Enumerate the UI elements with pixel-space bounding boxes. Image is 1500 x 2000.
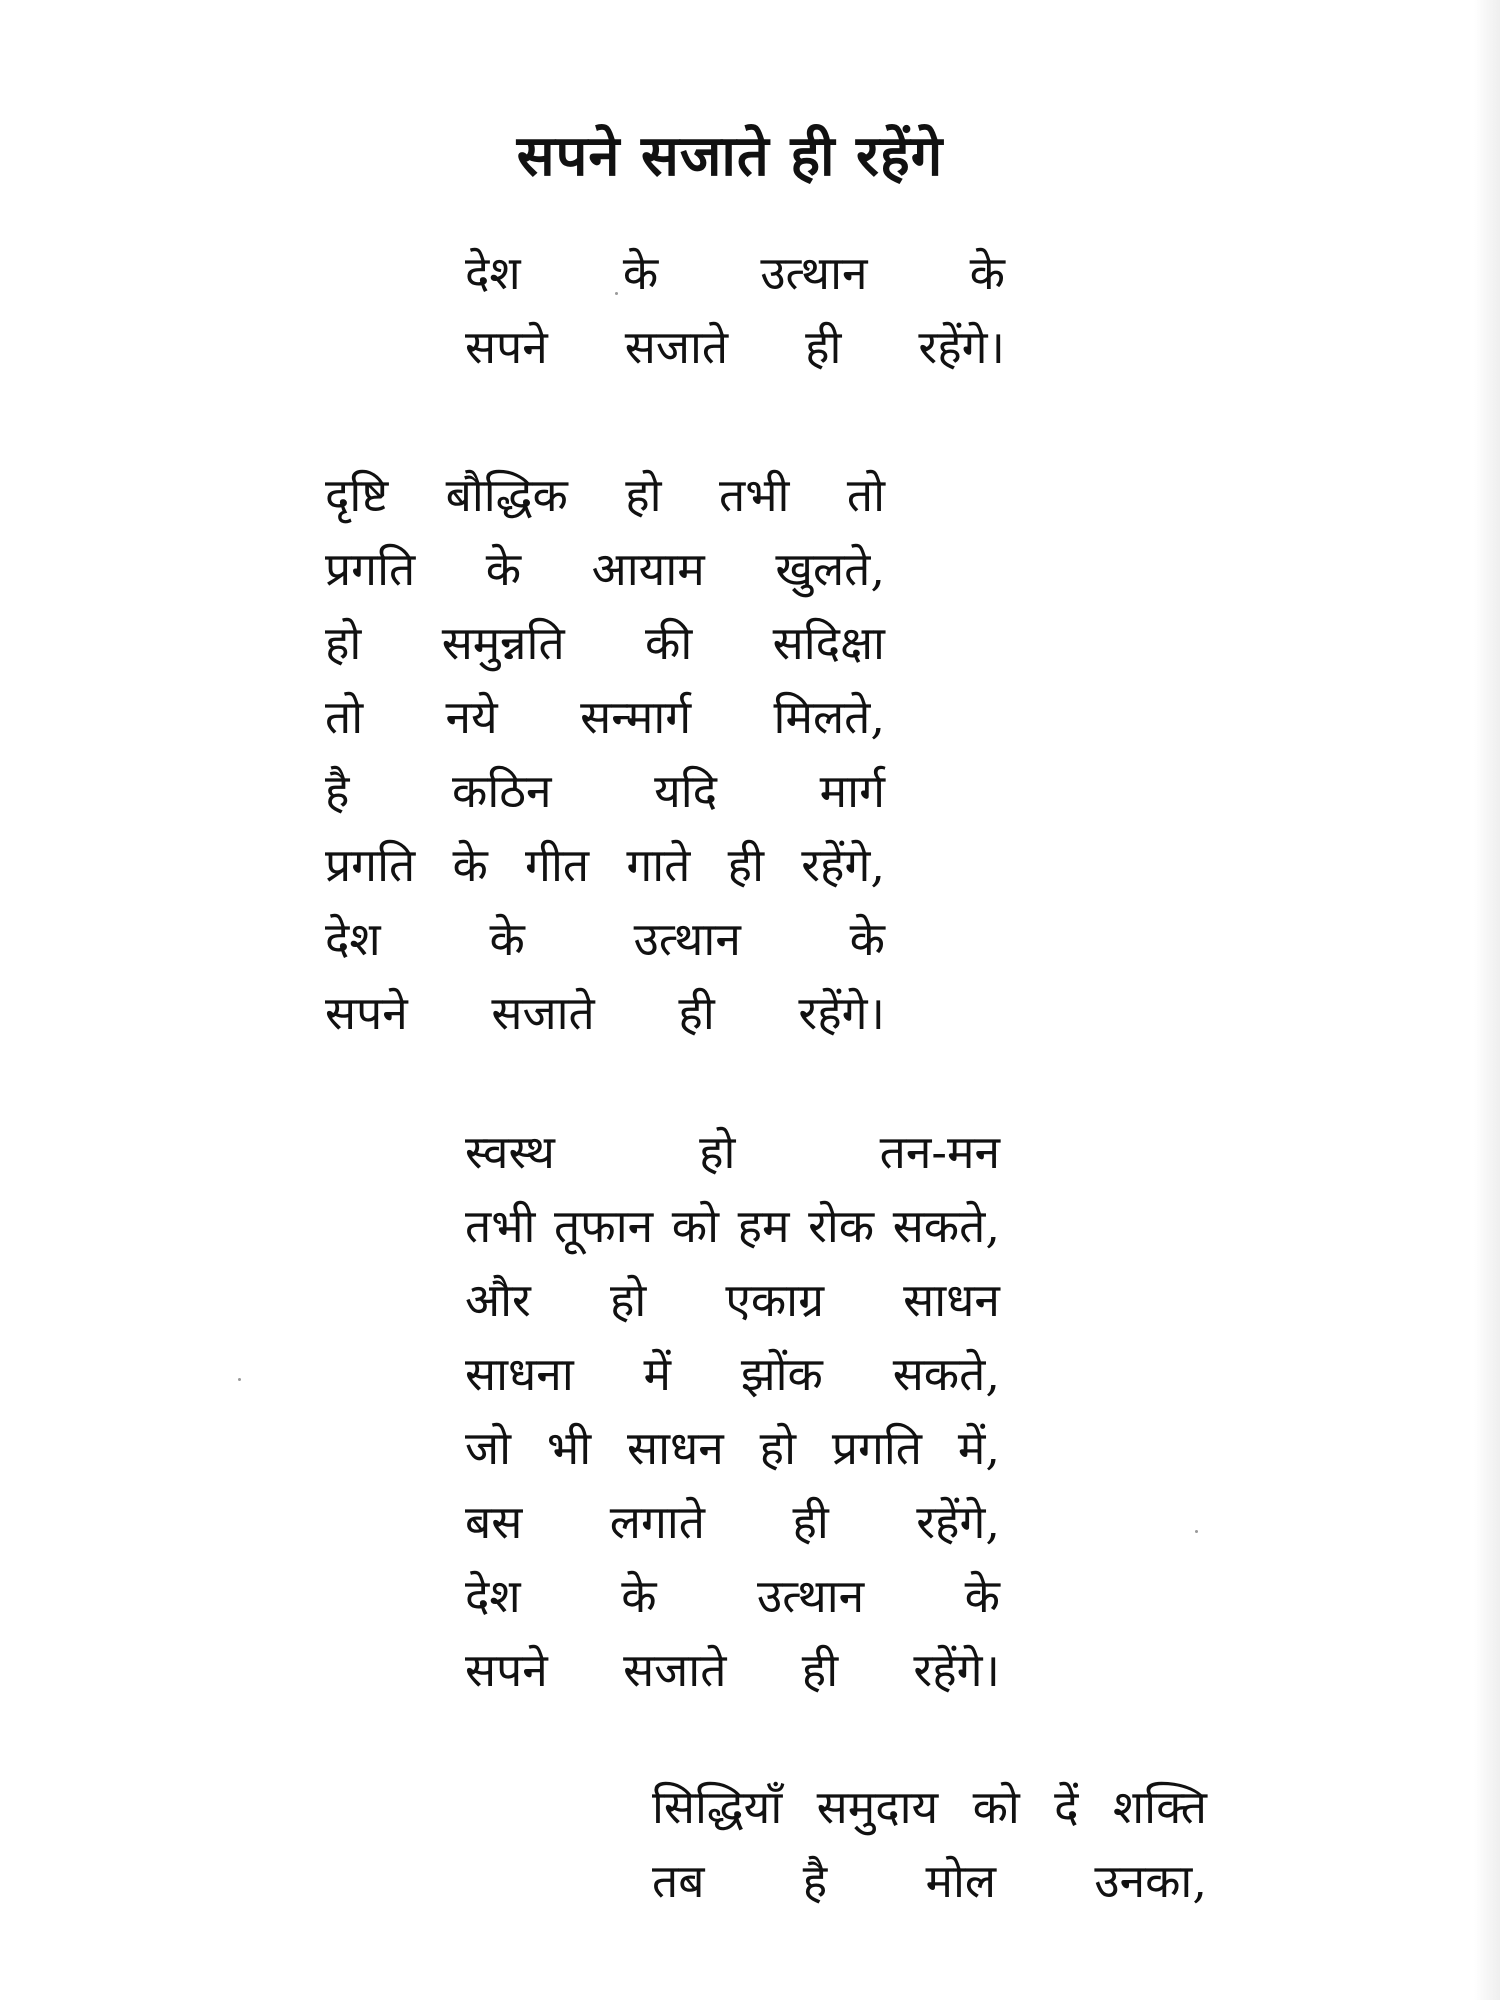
poem-word: हो xyxy=(609,1273,647,1327)
poem-word: उनका, xyxy=(1094,1854,1207,1908)
poem-word: है xyxy=(325,764,350,818)
poem-word: गाते xyxy=(626,838,691,892)
poem-word: के xyxy=(969,246,1005,300)
poem-word: सपने xyxy=(325,986,408,1040)
poem-word: उत्थान xyxy=(760,246,868,300)
poem-word: सजाते xyxy=(623,1643,727,1697)
poem-word: तो xyxy=(846,468,885,522)
poem-line xyxy=(652,1770,1207,1844)
poem-word: ही xyxy=(805,320,842,374)
poem-word: प्रगति xyxy=(325,542,416,596)
poem-word: सजाते xyxy=(624,320,729,374)
stanza-4 xyxy=(652,1770,1207,1918)
poem-line xyxy=(325,458,885,532)
poem-word: रहेंगे। xyxy=(798,986,885,1040)
poem-word: लगाते xyxy=(609,1495,706,1549)
poem-word: खुलते, xyxy=(775,542,885,596)
poem-word: सजाते xyxy=(491,986,595,1040)
scan-speck xyxy=(238,1378,241,1381)
poem-word: नये xyxy=(445,690,498,744)
poem-line xyxy=(465,1559,1000,1633)
scan-speck xyxy=(1195,1530,1198,1533)
poem-word: हम xyxy=(737,1199,790,1253)
poem-line xyxy=(325,902,885,976)
poem-line xyxy=(325,606,885,680)
poem-word: जो xyxy=(465,1421,512,1475)
poem-word: समुन्नति xyxy=(441,616,565,670)
poem-word: एकाग्र xyxy=(725,1273,825,1327)
poem-word: रहेंगे। xyxy=(918,320,1005,374)
poem-word: देश xyxy=(465,246,521,300)
poem-word: गीत xyxy=(525,838,590,892)
poem-word: प्रगति xyxy=(831,1421,923,1475)
poem-line xyxy=(652,1844,1207,1918)
poem-word: तूफान xyxy=(554,1199,654,1253)
poem-word: रहेंगे, xyxy=(916,1495,1000,1549)
poem-word: में, xyxy=(957,1421,1000,1475)
poem-line xyxy=(465,1633,1000,1707)
poem-word: साधन xyxy=(626,1421,724,1475)
poem-word: के xyxy=(622,246,659,300)
poem-line xyxy=(325,828,885,902)
poem-word: दृष्टि xyxy=(325,468,389,522)
poem-line xyxy=(325,532,885,606)
poem-word: समुदाय xyxy=(816,1780,939,1834)
poem-word: के xyxy=(489,912,525,966)
poem-line xyxy=(465,1189,1000,1263)
poem-line xyxy=(325,754,885,828)
poem-line xyxy=(465,236,1005,310)
poem-word: सिद्धियाँ xyxy=(652,1780,783,1834)
poem-word: सपने xyxy=(465,1643,548,1697)
poem-word: के xyxy=(452,838,488,892)
poem-word: सन्मार्ग xyxy=(580,690,692,744)
poem-word: साधन xyxy=(903,1273,1000,1327)
stanza-2 xyxy=(325,458,885,1050)
poem-line xyxy=(465,1115,1000,1189)
poem-word: तन-मन xyxy=(879,1125,1000,1179)
poem-word: मोल xyxy=(925,1854,997,1908)
scan-edge-shadow xyxy=(1474,0,1500,2000)
poem-word: हो xyxy=(625,468,662,522)
poem-word: बौद्धिक xyxy=(445,468,568,522)
poem-line xyxy=(465,1485,1000,1559)
poem-word: की xyxy=(645,616,693,670)
poem-word: रहेंगे, xyxy=(801,838,885,892)
poem-word: के xyxy=(621,1569,657,1623)
poem-word: तभी xyxy=(465,1199,536,1253)
poem-word: है xyxy=(802,1854,828,1908)
poem-word: प्रगति xyxy=(325,838,416,892)
poem-word: रोक xyxy=(808,1199,875,1253)
poem-word: ही xyxy=(727,838,764,892)
poem-word: हो xyxy=(325,616,362,670)
poem-line xyxy=(465,1337,1000,1411)
poem-word: सकते, xyxy=(892,1199,1000,1253)
poem-title: सपने सजाते ही रहेंगे xyxy=(516,122,944,189)
poem-word: उत्थान xyxy=(633,912,741,966)
poem-word: देश xyxy=(465,1569,521,1623)
poem-word: ही xyxy=(678,986,715,1040)
poem-word: बस xyxy=(465,1495,523,1549)
poem-word: सपने xyxy=(465,320,548,374)
poem-word: साधना xyxy=(465,1347,574,1401)
poem-word: हो xyxy=(699,1125,736,1179)
poem-line xyxy=(325,976,885,1050)
poem-word: तो xyxy=(325,690,364,744)
poem-word: शक्ति xyxy=(1112,1780,1207,1834)
poem-word: को xyxy=(671,1199,719,1253)
poem-word: के xyxy=(485,542,522,596)
poem-line xyxy=(465,1411,1000,1485)
poem-word: उत्थान xyxy=(756,1569,865,1623)
poem-word: दें xyxy=(1054,1780,1079,1834)
poem-word: सदिक्षा xyxy=(772,616,885,670)
poem-word: के xyxy=(849,912,885,966)
stanza-3 xyxy=(465,1115,1000,1707)
poem-word: सकते, xyxy=(892,1347,1000,1401)
poem-word: ही xyxy=(801,1643,839,1697)
stanza-1 xyxy=(465,236,1005,384)
poem-word: स्वस्थ xyxy=(465,1125,555,1179)
poem-word: में xyxy=(643,1347,672,1401)
poem-word: को xyxy=(972,1780,1020,1834)
poem-word: यदि xyxy=(654,764,718,818)
poem-word: के xyxy=(964,1569,1000,1623)
poem-line xyxy=(465,1263,1000,1337)
poem-word: हो xyxy=(759,1421,796,1475)
poem-word: कठिन xyxy=(452,764,552,818)
poem-word: रहेंगे। xyxy=(913,1643,1000,1697)
poem-word: मिलते, xyxy=(773,690,885,744)
poem-word: ही xyxy=(792,1495,829,1549)
poem-line xyxy=(465,310,1005,384)
poem-word: तभी xyxy=(718,468,790,522)
poem-word: आयाम xyxy=(591,542,705,596)
poem-word: देश xyxy=(325,912,381,966)
poem-word: मार्ग xyxy=(819,764,885,818)
poem-line xyxy=(325,680,885,754)
poem-word: तब xyxy=(652,1854,705,1908)
poem-word: और xyxy=(465,1273,531,1327)
poem-word: भी xyxy=(546,1421,592,1475)
poem-word: झोंक xyxy=(740,1347,823,1401)
